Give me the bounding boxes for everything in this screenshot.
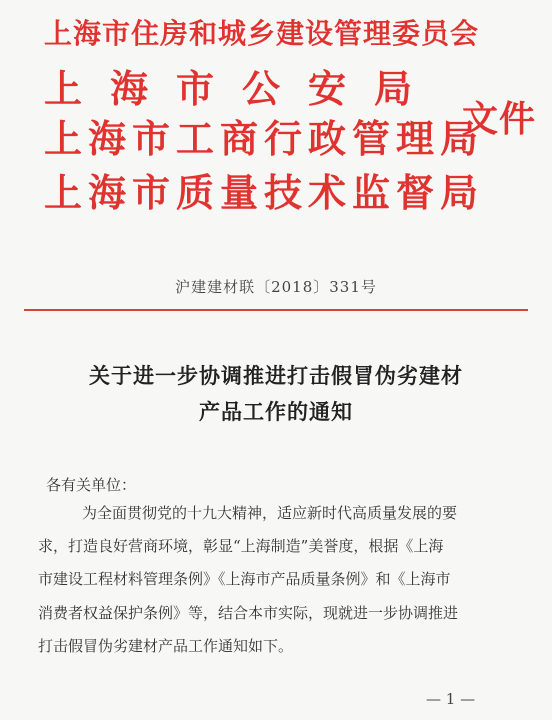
- salutation: 各有关单位：: [46, 476, 137, 494]
- body-line: 打击假冒伪劣建材产品工作通知如下。: [38, 637, 294, 655]
- file-label: 文件: [462, 99, 537, 140]
- document-number: 沪建建材联〔2018〕331号: [175, 278, 377, 296]
- issuer-industry-commerce-bureau: 上海市工商行政管理局: [44, 117, 485, 161]
- document-title-line-2: 产品工作的通知: [199, 400, 353, 424]
- body-line: 为全面贯彻党的十九大精神，适应新时代高质量发展的要: [82, 504, 458, 522]
- body-line: 消费者权益保护条例》等，结合本市实际，现就进一步协调推进: [38, 604, 459, 622]
- red-divider-rule: [24, 309, 528, 311]
- document-header: [44, 14, 537, 224]
- body-line: 求，打造良好营商环境，彰显“上海制造”美誉度，根据《上海: [38, 537, 444, 555]
- page-number: — 1 —: [426, 690, 476, 708]
- issuer-public-security-bureau: 上海市公安局: [44, 67, 441, 111]
- issuer-quality-supervision-bureau: 上海市质量技术监督局: [44, 171, 485, 215]
- issuer-housing-commission: 上海市住房和城乡建设管理委员会: [44, 17, 480, 50]
- document-title-line-1: 关于进一步协调推进打击假冒伪劣建材: [89, 364, 463, 388]
- body-line: 市建设工程材料管理条例》《上海市产品质量条例》和《上海市: [38, 570, 451, 588]
